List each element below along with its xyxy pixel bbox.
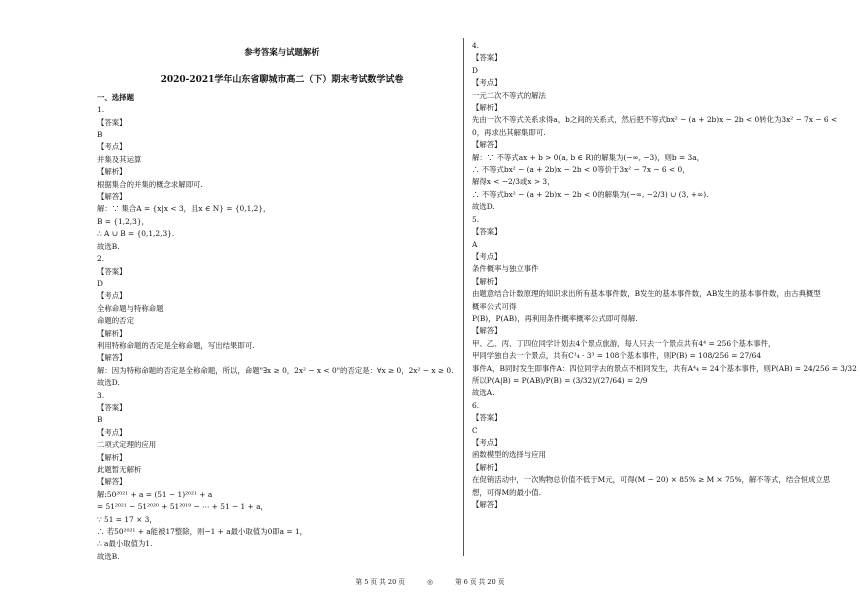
text-line: 【解答】 (472, 140, 502, 150)
column-divider (463, 38, 464, 556)
text-line: 【考点】 (97, 142, 127, 152)
text-line: 【解答】 (97, 477, 127, 487)
footer-right-page: 第 6 页 共 20 页 (454, 578, 505, 586)
text-line: ∴ 不等式bx² − (a + 2b)x − 2b < 0等价于3x² − 7x − 6 < 0， (472, 165, 690, 175)
text-line: 甲同学独自去一个景点，共有C¹₄ · 3³ = 108个基本事件，则P(B) = 108/256 = 27/64 (472, 351, 762, 361)
text-line: 故选B. (97, 241, 120, 251)
text-line: ∵ 51 = 17 × 3， (97, 514, 157, 524)
text-line: 此题暂无解析 (97, 465, 142, 474)
text-line: 【考点】 (97, 291, 127, 301)
text-line: B (97, 130, 103, 140)
text-line: 【解析】 (97, 167, 127, 177)
text-line: 【解析】 (472, 103, 502, 113)
text-line: 【解析】 (97, 452, 127, 462)
text-line: 函数模型的选择与应用 (472, 450, 546, 460)
text-line: 全称命题与特称命题 (97, 303, 164, 313)
text-line: ∴ 若50²⁰²¹ + a能被17整除，则−1 + a最小取值为0即a = 1， (97, 527, 308, 537)
text-line: 二项式定理的应用 (97, 440, 157, 450)
text-line: 先由一次不等式关系求得a，b之间的关系式，然后把不等式bx² − (a + 2b)x − 2b < 0转化为3x² − 7x − 6 < (472, 115, 838, 125)
text-line: 【考点】 (97, 427, 127, 437)
text-line: 一元二次不等式的解法 (472, 90, 546, 100)
text-line: 条件概率与独立事件 (472, 264, 539, 274)
text-line: 解：∵ 不等式ax + b > 0(a, b ∈ R)的解集为(−∞, −3)，则b = 3a， (472, 152, 704, 162)
text-line: 【答案】 (97, 266, 127, 276)
text-line: 【解析】 (97, 328, 127, 338)
page-title: 参考答案与试题解析 (244, 47, 320, 57)
text-line: = 51²⁰²¹ − 51²⁰²⁰ + 51²⁰¹⁹ − ⋯ + 51 − 1 + a， (97, 502, 268, 512)
text-line: 【考点】 (472, 251, 502, 261)
text-line: 3. (97, 390, 105, 400)
text-line: A (472, 239, 478, 249)
text-line: 由题意结合计数原理的知识求出所有基本事件数，B发生的基本事件数，AB发生的基本事件数，由古典概型 (472, 289, 821, 299)
page-footer (0, 576, 860, 586)
text-line: P(B)，P(AB)，再利用条件概率概率公式即可得解. (472, 313, 638, 323)
text-line: 【解答】 (97, 353, 127, 363)
left-column (97, 40, 467, 563)
text-line: 甲、乙、丙、丁四位同学计划去4个景点旅游，每人只去一个景点共有4⁴ = 256个基本事件， (472, 338, 776, 348)
text-line: 【考点】 (472, 78, 502, 88)
text-line: 【解答】 (97, 192, 127, 202)
text-line: 6. (472, 400, 480, 410)
text-line: B = {1,2,3}， (97, 216, 149, 226)
text-line: 解：∵ 集合A = {x|x < 3，且x ∈ N} = {0,1,2}， (97, 204, 271, 214)
text-line: 故选A. (472, 388, 495, 398)
text-line: 故选D. (97, 378, 120, 388)
text-line: 并集及其运算 (97, 154, 142, 164)
text-line: 解得x < −2/3或x > 3， (472, 177, 555, 187)
text-line: 解:50²⁰²¹ + a = (51 − 1)²⁰²¹ + a (97, 489, 213, 499)
text-line: ∴ A ∪ B = {0,1,2,3}. (97, 229, 175, 239)
text-line: 命题的否定 (97, 316, 134, 326)
text-line: 5. (472, 214, 480, 224)
footer-separator: ◎ (427, 578, 433, 586)
right-column (472, 40, 857, 511)
text-line: 想，可得M的最小值. (472, 487, 542, 497)
text-line: 【解析】 (472, 462, 502, 472)
text-line: 解：因为特称命题的否定是全称命题，所以，命题"∃x ≥ 0，2x² − x < 0"的否定是：∀x ≥ 0，2x² − x ≥ 0. (97, 365, 454, 375)
text-line: 根据集合的并集的概念求解即可. (97, 179, 203, 189)
text-line: 【考点】 (472, 438, 502, 447)
exam-title: 2020-2021学年山东省聊城市高二（下）期末考试数学试卷 (160, 75, 404, 86)
text-line: 【答案】 (97, 402, 127, 412)
text-line: 0，再求出其解集即可. (472, 127, 546, 137)
text-line: 4. (472, 41, 480, 50)
text-line: 所以P(A|B) = P(AB)/P(B) = (3/32)/(27/64) = 2/9 (472, 375, 648, 385)
text-line: 概率公式可得 (472, 301, 517, 311)
text-line: 在促销活动中，一次购物总价值不低于M元，可得(M − 20) × 85% ≥ M × 75%，解不等式，结合恒成立思 (472, 475, 831, 485)
text-line: 故选B. (97, 551, 120, 561)
text-line: ∴ a最小取值为1. (97, 539, 153, 549)
text-line: 利用特称命题的否定是全称命题，写出结果即可. (97, 340, 255, 350)
text-line: C (472, 425, 478, 435)
text-line: D (472, 65, 478, 75)
text-line: 【解答】 (472, 500, 502, 510)
text-line: 【答案】 (97, 117, 127, 127)
text-line: 故选D. (472, 202, 495, 212)
footer-left-page: 第 5 页 共 20 页 (355, 578, 405, 586)
text-line: 1. (97, 105, 105, 115)
text-line: ∴ 不等式bx² − (a + 2b)x − 2b < 0的解集为(−∞, −2/3) ∪ (3, +∞). (472, 189, 709, 199)
text-line: 2. (97, 254, 105, 264)
text-line: B (97, 415, 103, 425)
text-line: 【解答】 (472, 326, 502, 336)
text-line: 一、选择题 (97, 92, 134, 102)
text-line: 【答案】 (472, 413, 502, 423)
text-line: D (97, 278, 103, 288)
text-line: 【解析】 (472, 276, 502, 286)
text-line: 【答案】 (472, 227, 502, 237)
text-line: 【答案】 (472, 53, 502, 63)
text-line: 事件A，B同时发生即事件A：四位同学去的景点不相同发生，共有A⁴₄ = 24个基本事件，则P(AB) = 24/256 = 3/32 (472, 363, 857, 373)
